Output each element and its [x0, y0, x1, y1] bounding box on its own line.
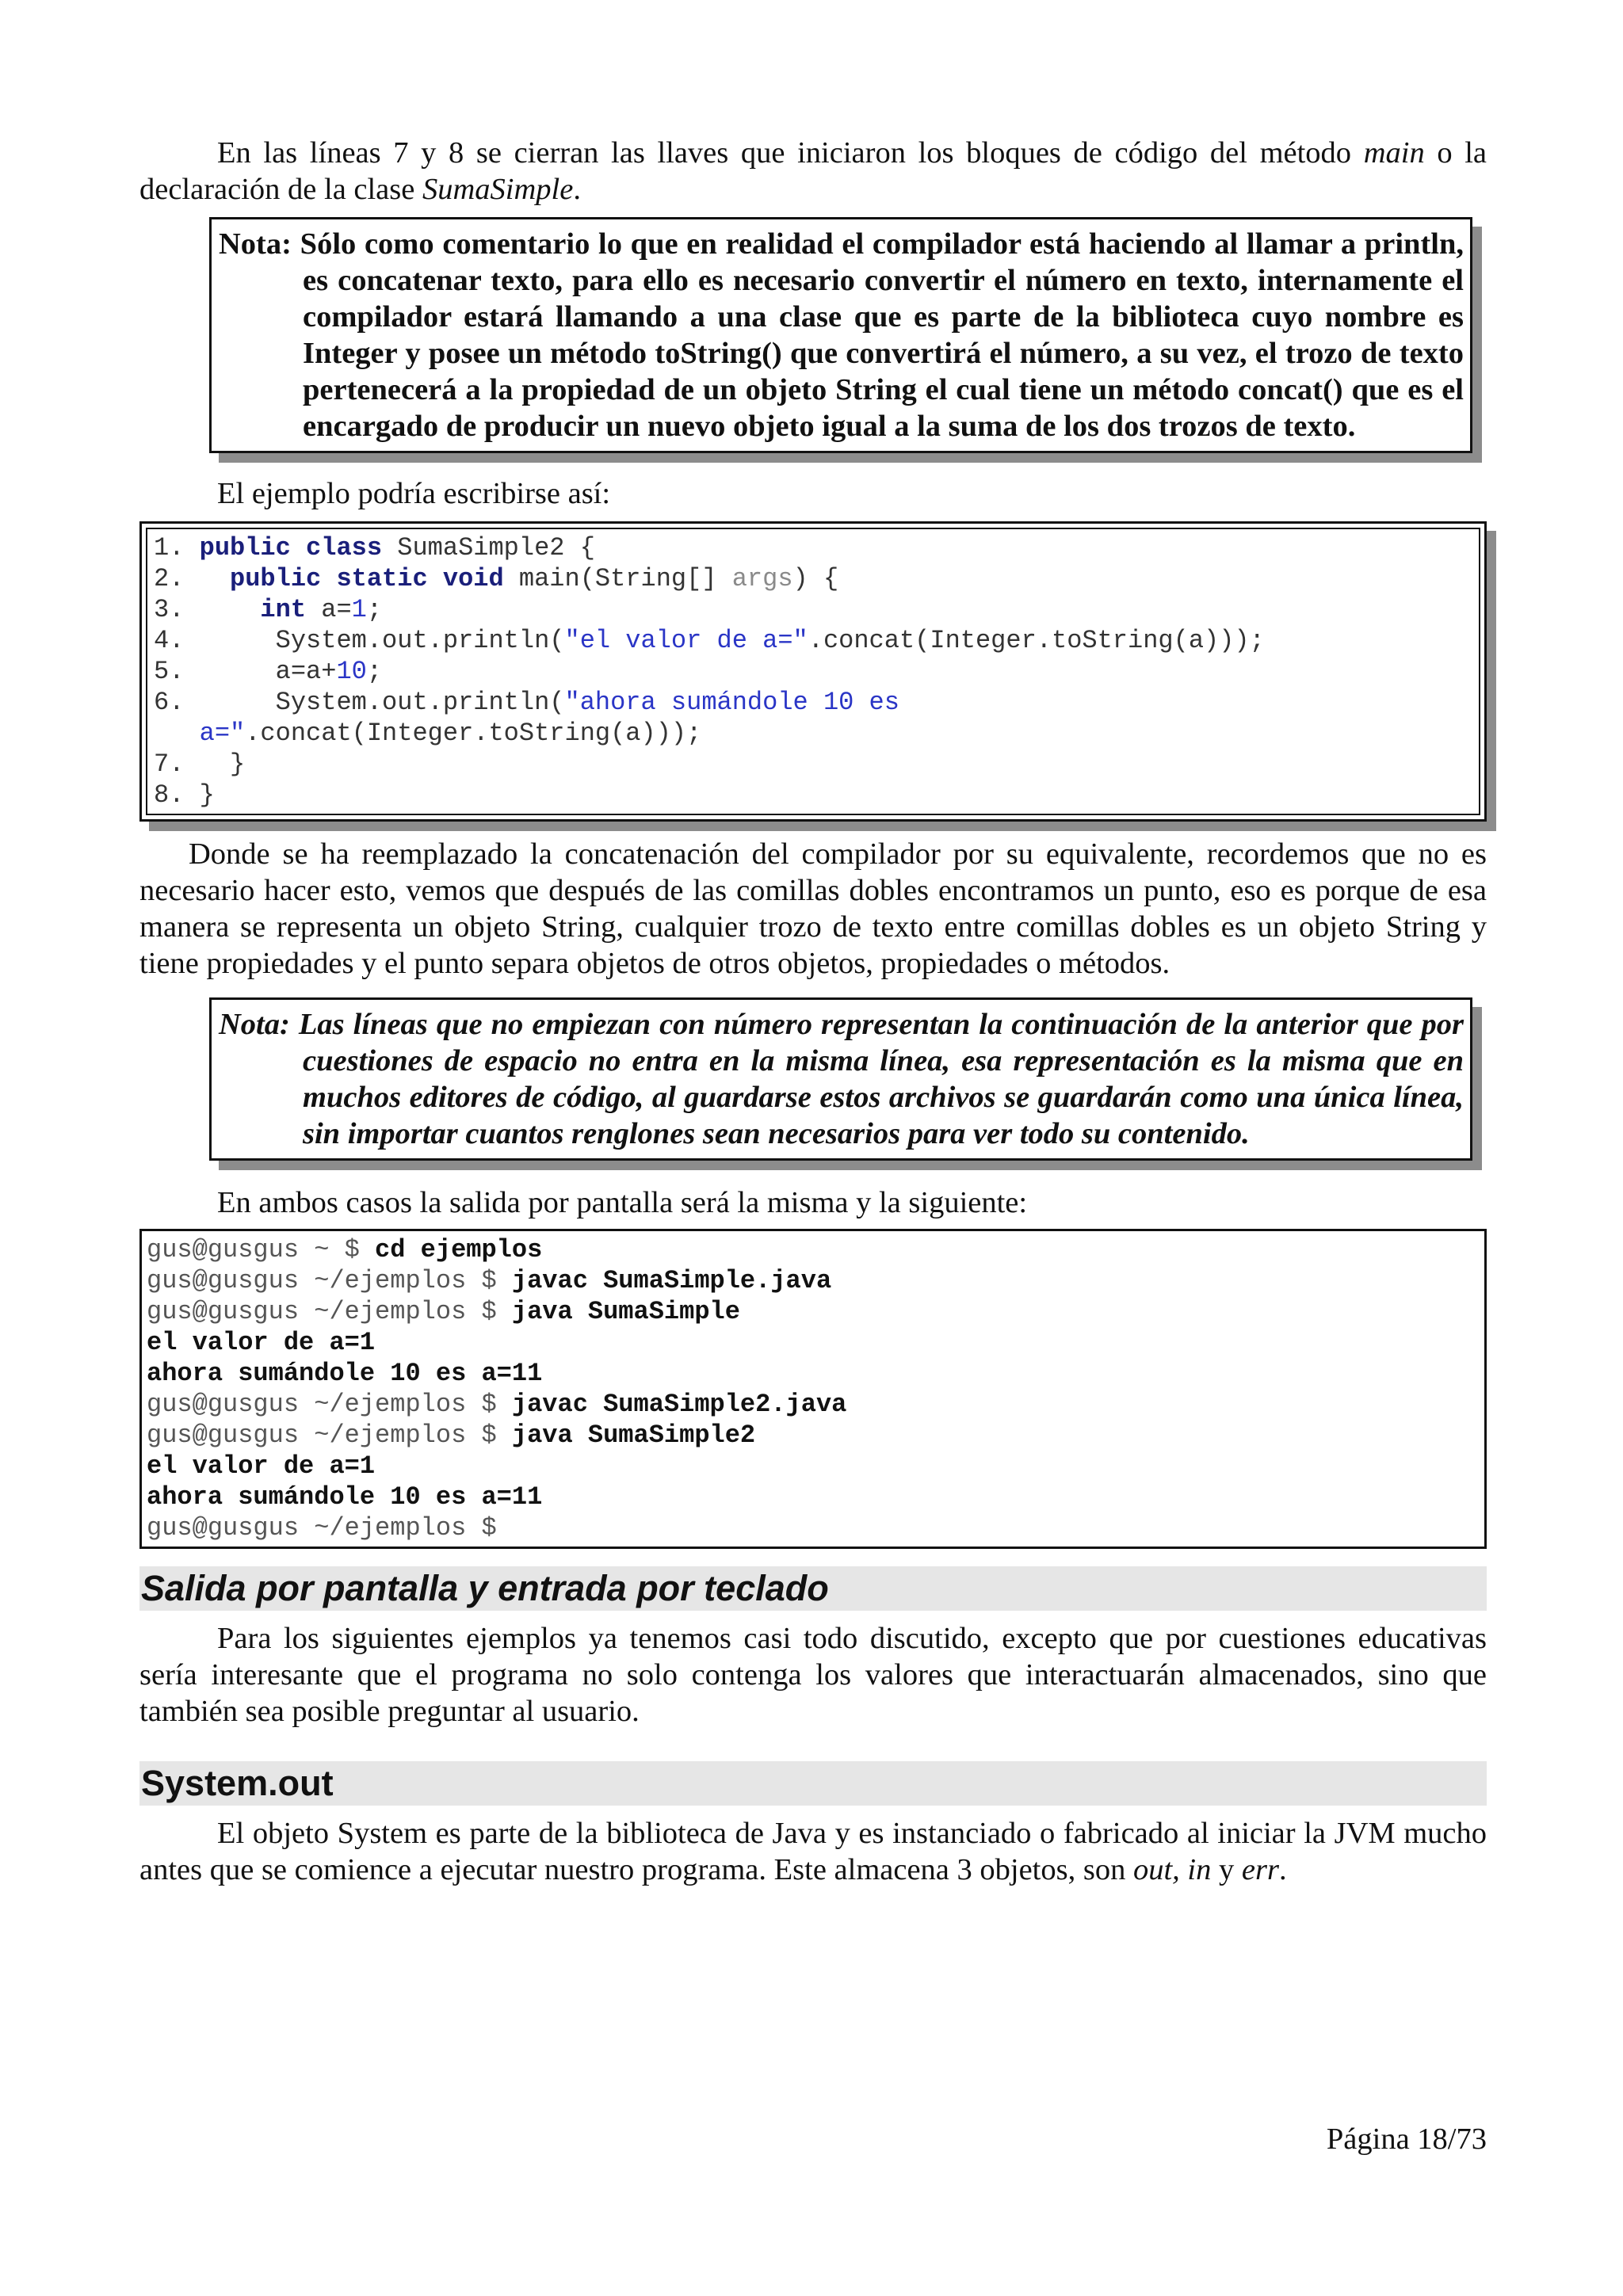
paragraph-explanation: Donde se ha reemplazado la concatenación del compilador por su equivalente, recordemos que no es necesario hacer esto, vemos que después de las comillas dobles encontramos un punto, eso es porque de esa manera se representa un objeto String, cualquier trozo de texto entre comillas dobles es un objeto String y tiene propiedades y el punto separa objetos de otros objetos, propiedades o métodos.: [139, 837, 1487, 980]
code-line-6-continued: a=".concat(Integer.toString(a)));: [199, 719, 702, 748]
terminal-line: el valor de a=1: [147, 1451, 376, 1481]
terminal-output: [139, 1229, 1487, 1549]
paragraph-lines-7-8: En las líneas 7 y 8 se cierran las llaves que iniciaron los bloques de código del método main o la declaración de la clase SumaSimple.: [139, 136, 1487, 206]
code-line-2: 2. public static void main(String[] args) {: [154, 564, 839, 593]
note-text: Las líneas que no empiezan con número representan la continuación de la anterior que por cuestiones de espacio no entra en la misma línea, esa representación es la misma que en muchos editores de código, al guardarse estos archivos se guardarán como una única línea, sin importar cuantos renglones sean necesarios para ver todo su contenido.: [298, 1008, 1465, 1150]
note-text: Sólo como comentario lo que en realidad el compilador está haciendo al llamar a println, es concatenar texto, para ello es necesario convertir el número en texto, internamente el compilador estará llamando a una clase que es parte de la biblioteca cuyo nombre es Integer y posee un método toString() que convertirá el número, a su vez, el trozo de texto pertenecerá a la propiedad de un objeto String el cual tiene un método concat() que es el encargado de producir un nuevo objeto igual a la suma de los dos trozos de texto.: [300, 227, 1465, 443]
note-label: Nota:: [219, 1008, 299, 1041]
code-listing: [146, 528, 1480, 815]
code-block-sumasimple2: [139, 521, 1487, 822]
note-box-continuation: [209, 997, 1472, 1161]
code-line-5: 5. a=a+10;: [154, 657, 383, 686]
code-line-3: 3. int a=1;: [154, 595, 383, 624]
code-line-6: 6. System.out.println("ahora sumándole 10 es: [154, 688, 899, 717]
terminal-line: gus@gusgus ~/ejemplos $ java SumaSimple2: [147, 1421, 756, 1450]
paragraph-output-intro: En ambos casos la salida por pantalla será la misma y la siguiente:: [217, 1186, 1028, 1219]
terminal-line: gus@gusgus ~/ejemplos $ javac SumaSimple.java: [147, 1266, 832, 1295]
page-content: [139, 135, 1487, 1888]
method-main-ref: main: [1363, 136, 1425, 170]
page-number: Página 18/73: [1326, 2122, 1487, 2156]
note-label: Nota:: [219, 227, 300, 261]
section-heading-io: Salida por pantalla y entrada por teclado: [139, 1566, 1487, 1611]
code-line-4: 4. System.out.println("el valor de a=".concat(Integer.toString(a)));: [154, 626, 1265, 655]
code-line-7: 7. }: [154, 749, 246, 779]
paragraph-example-intro: El ejemplo podría escribirse así:: [217, 477, 611, 510]
note-box-concat: [209, 217, 1472, 453]
class-name-ref: SumaSimple: [422, 173, 574, 206]
terminal-line: gus@gusgus ~/ejemplos $ java SumaSimple: [147, 1297, 740, 1326]
paragraph-io-intro: Para los siguientes ejemplos ya tenemos casi todo discutido, excepto que por cuestiones educativas sería interesante que el programa no solo contenga los valores que interactuarán almacenados, sino que también sea posible preguntar al usuario.: [139, 1622, 1487, 1728]
code-line-8: 8. }: [154, 780, 215, 810]
code-line-1: 1. public class SumaSimple2 {: [154, 533, 595, 563]
terminal-line: gus@gusgus ~/ejemplos $: [147, 1513, 497, 1543]
section-heading-system-out: System.out: [139, 1761, 1487, 1806]
terminal-line: el valor de a=1: [147, 1328, 376, 1357]
terminal-line: gus@gusgus ~ $ cd ejemplos: [147, 1235, 543, 1264]
terminal-line: gus@gusgus ~/ejemplos $ javac SumaSimple2.java: [147, 1390, 847, 1419]
paragraph-system-object: El objeto System es parte de la biblioteca de Java y es instanciado o fabricado al iniciar la JVM mucho antes que se comience a ejecutar nuestro programa. Este almacena 3 objetos, son out, in y err.: [139, 1817, 1487, 1886]
terminal-line: ahora sumándole 10 es a=11: [147, 1359, 543, 1388]
terminal-line: ahora sumándole 10 es a=11: [147, 1482, 543, 1512]
